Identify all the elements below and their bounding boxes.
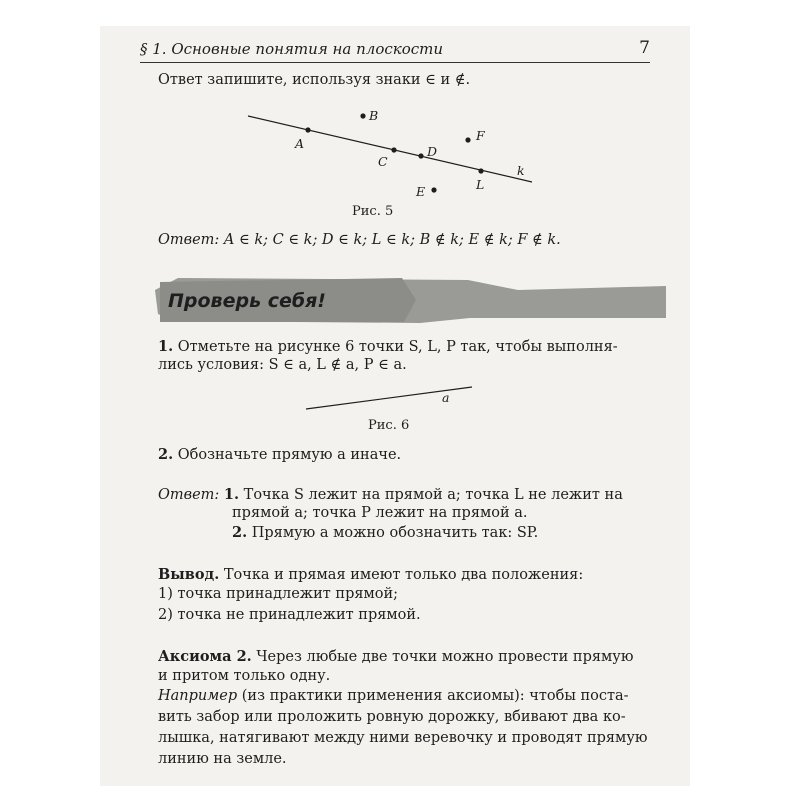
task-2-text: Обозначьте прямую a иначе. [177, 447, 402, 463]
label-k: k [517, 163, 525, 178]
check-yourself-title: Проверь себя! [168, 290, 326, 312]
page-number: 7 [639, 38, 650, 58]
task-1-line-2: лись условия: S ∈ a, L ∉ a, P ∈ a. [158, 357, 407, 373]
axiom-2-line-4: вить забор или проложить ровную дорожку, вбивают два ко- [158, 709, 626, 725]
label-F: F [476, 128, 485, 143]
label-a: a [442, 390, 450, 405]
answer-1-text: A ∈ k; C ∈ k; D ∈ k; L ∈ k; B ∉ k; E ∉ k; F ∉ k. [223, 232, 561, 248]
task-2-number: 2. [158, 446, 174, 463]
task-1-number: 1. [158, 338, 174, 355]
section-title: § 1. Основные понятия на плоскости [140, 40, 444, 58]
conclusion-item-2: 2) точка не принадлежит прямой. [158, 607, 421, 623]
label-E: E [416, 184, 426, 199]
conclusion-item-1: 1) точка принадлежит прямой; [158, 586, 399, 602]
axiom-2-line-1 [158, 646, 633, 668]
conclusion-text: Точка и прямая имеют только два положения: [223, 567, 584, 583]
label-A: A [295, 136, 305, 151]
label-L: L [476, 177, 485, 192]
fig6-caption: Рис. 6 [368, 418, 410, 433]
label-C: C [378, 154, 388, 169]
example-label: Например [158, 688, 238, 704]
axiom-2-line-2: и притом только одну. [158, 668, 331, 684]
fig5-caption: Рис. 5 [352, 204, 394, 219]
axiom-2-line-3 [158, 686, 629, 707]
axiom-2-line-6: линию на земле. [158, 751, 287, 767]
answer-2-p1-line1: Точка S лежит на прямой a; точка L не лежит на [243, 487, 623, 503]
task-1-text-1: Отметьте на рисунке 6 точки S, L, P так, чтобы выполня- [177, 339, 618, 355]
axiom-2-text-3: (из практики применения аксиомы): чтобы поста- [241, 688, 629, 704]
label-D: D [427, 144, 438, 159]
axiom-2-label: Аксиома 2. [158, 648, 252, 665]
conclusion-line [158, 564, 583, 586]
answer-2-p2-text: Прямую a можно обозначить так: SP. [251, 525, 539, 541]
intro-instruction: Ответ запишите, используя знаки ∈ и ∉. [158, 72, 471, 88]
answer-2-p1-line2: прямой a; точка P лежит на прямой a. [232, 505, 528, 521]
answer-2-line-3 [232, 522, 538, 544]
axiom-2-line-5: лышка, натягивают между ними веревочку и проводят прямую [158, 730, 648, 746]
conclusion-label: Вывод. [158, 566, 220, 583]
label-B: B [369, 108, 379, 123]
answer-2-p2-number: 2. [232, 524, 248, 541]
answer-2-label: Ответ: [158, 487, 220, 503]
task-2 [158, 444, 401, 466]
answer-2-p1-number: 1. [223, 486, 240, 503]
answer-1-label: Ответ: [158, 232, 220, 248]
axiom-2-text-1: Через любые две точки можно провести прямую [256, 649, 634, 665]
